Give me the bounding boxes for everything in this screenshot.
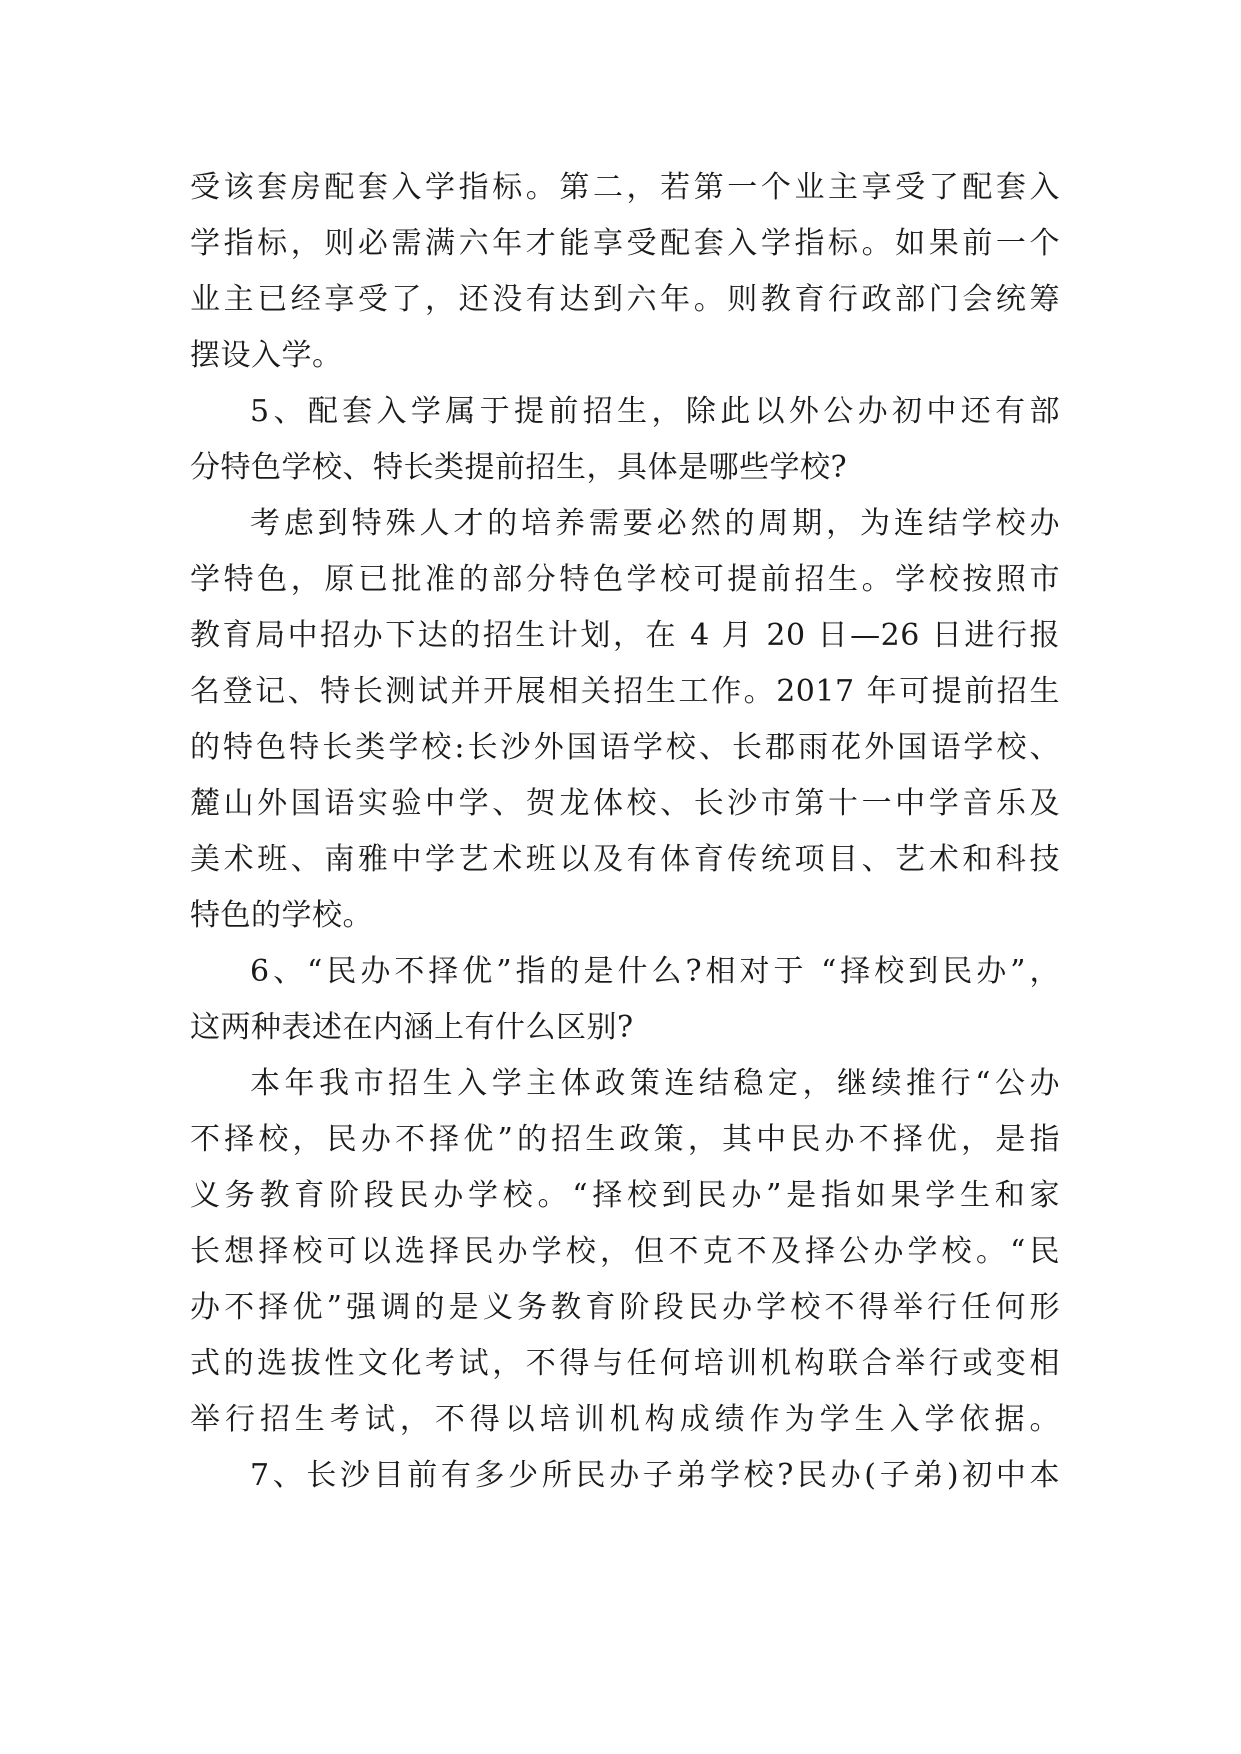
text-line: 义务教育阶段民办学校。“择校到民办”是指如果学生和家: [190, 1178, 1060, 1213]
text-line: 办不择优”强调的是义务教育阶段民办学校不得举行任何形: [190, 1290, 1060, 1325]
text-line: 教育局中招办下达的招生计划，在 4 月 20 日—26 日进行报: [190, 618, 1060, 653]
text-line: 摆设入学。: [190, 338, 343, 373]
text-line: 麓山外国语实验中学、贺龙体校、长沙市第十一中学音乐及: [190, 786, 1060, 821]
text-line: 业主已经享受了，还没有达到六年。则教育行政部门会统筹: [190, 282, 1060, 317]
text-line: 学指标，则必需满六年才能享受配套入学指标。如果前一个: [190, 226, 1060, 261]
text-line: 考虑到特殊人才的培养需要必然的周期，为连结学校办: [250, 506, 1060, 541]
text-line: 式的选拔性文化考试，不得与任何培训机构联合举行或变相: [190, 1346, 1060, 1381]
text-line: 特色的学校。: [190, 898, 373, 933]
text-line: 5、配套入学属于提前招生，除此以外公办初中还有部: [250, 394, 1060, 429]
text-line: 的特色特长类学校:长沙外国语学校、长郡雨花外国语学校、: [190, 730, 1060, 765]
text-line: 这两种表述在内涵上有什么区别?: [190, 1010, 634, 1045]
text-line: 分特色学校、特长类提前招生，具体是哪些学校?: [190, 450, 848, 485]
text-line: 本年我市招生入学主体政策连结稳定，继续推行“公办: [250, 1066, 1060, 1101]
text-line: 学特色，原已批准的部分特色学校可提前招生。学校按照市: [190, 562, 1060, 597]
text-line: 7、长沙目前有多少所民办子弟学校?民办(子弟)初中本: [250, 1458, 1060, 1493]
text-line: 不择校，民办不择优”的招生政策，其中民办不择优，是指: [190, 1122, 1060, 1157]
text-line: 6、“民办不择优”指的是什么?相对于 “择校到民办”，: [250, 954, 1060, 989]
text-line: 美术班、南雅中学艺术班以及有体育传统项目、艺术和科技: [190, 842, 1060, 877]
text-line: 举行招生考试，不得以培训机构成绩作为学生入学依据。: [190, 1402, 1060, 1437]
text-line: 受该套房配套入学指标。第二，若第一个业主享受了配套入: [190, 170, 1060, 205]
text-line: 名登记、特长测试并开展相关招生工作。2017 年可提前招生: [190, 674, 1060, 709]
document-body: [190, 160, 1060, 1504]
text-line: 长想择校可以选择民办学校，但不克不及择公办学校。“民: [190, 1234, 1060, 1269]
